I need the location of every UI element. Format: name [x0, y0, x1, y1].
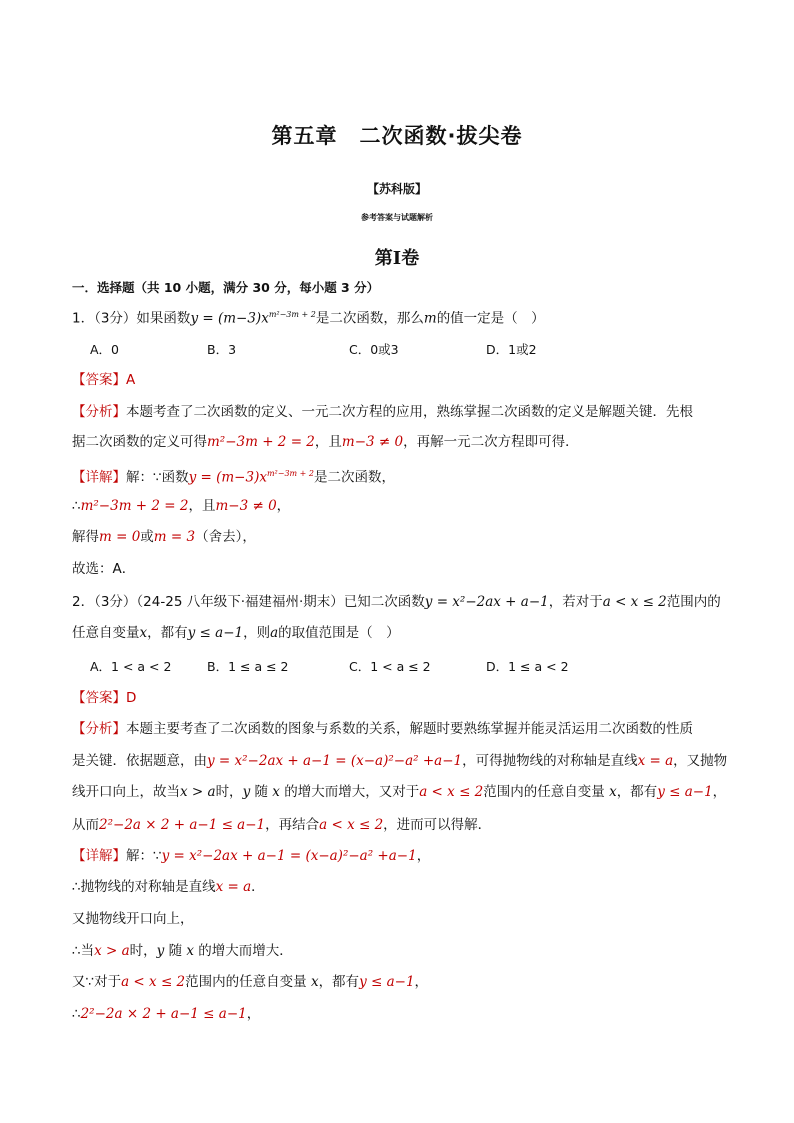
q2-detail-line-1: 【详解】解：∵y = x²−2ax + a−1 = (x−a)²−a² +a−1，	[72, 848, 431, 864]
page-title: 第五章 二次函数·拔尖卷	[271, 124, 523, 148]
q2-detail-line-4: ∴当x > a时，y 随 x 的增大而增大．	[72, 943, 293, 959]
q1-analysis-line-2: 据二次函数的定义可得m²−3m + 2 = 2，且m−3 ≠ 0，再解一元二次方程即可得．	[72, 434, 579, 450]
q2-detail-line-6: ∴2²−2a × 2 + a−1 ≤ a−1，	[72, 1006, 261, 1022]
q2-stem-line-2: 任意自变量x，都有y ≤ a−1，则a的取值范围是（ ）	[72, 625, 400, 641]
q1-detail-line-3: 解得m = 0或m = 3（舍去），	[72, 529, 256, 545]
q2-option-c: C．1 < a ≤ 2	[349, 659, 431, 674]
q1-answer: 【答案】A	[72, 372, 136, 388]
q1-option-c: C．0或3	[349, 342, 399, 357]
volume-heading: 第Ⅰ卷	[374, 248, 420, 269]
q2-detail-line-3: 又抛物线开口向上，	[72, 911, 194, 927]
q1-detail-line-2: ∴m²−3m + 2 = 2，且m−3 ≠ 0，	[72, 498, 291, 514]
section-heading: 一．选择题（共 10 小题，满分 30 分，每小题 3 分）	[72, 280, 380, 295]
edition-label: 【苏科版】	[366, 182, 427, 196]
q2-option-a: A．1 < a < 2	[90, 659, 172, 674]
q2-analysis-line-4: 从而2²−2a × 2 + a−1 ≤ a−1，再结合a < x ≤ 2，进而可以得解．	[72, 817, 492, 833]
q1-analysis-line-1: 【分析】本题考查了二次函数的定义、一元二次方程的应用，熟练掌握二次函数的定义是解题关键．先根	[72, 404, 693, 420]
q2-detail-line-5: 又∵对于a < x ≤ 2范围内的任意自变量 x，都有y ≤ a−1，	[72, 974, 429, 990]
q1-option-d: D．1或2	[486, 342, 537, 357]
q2-option-d: D．1 ≤ a < 2	[486, 659, 569, 674]
q2-option-b: B．1 ≤ a ≤ 2	[207, 659, 289, 674]
q2-answer: 【答案】D	[72, 690, 137, 706]
q1-detail-line-1: 【详解】解：∵函数$y = (m-3)x^{m^2-3m + 2}$是二次函数，	[72, 469, 396, 486]
q1-option-a: A．0	[90, 342, 120, 357]
q2-analysis-line-3: 线开口向上，故当x > a时，y 随 x 的增大而增大，又对于a < x ≤ 2范围内的任意自变量 x，都有y ≤ a−1，	[72, 784, 727, 800]
subtitle: 参考答案与试题解析	[361, 213, 433, 222]
q1-option-b: B．3	[207, 342, 237, 357]
q1-detail-line-4: 故选：A．	[72, 561, 136, 577]
q2-stem-line-1: 2．（3分）（24-25 八年级下·福建福州·期末）已知二次函数y = x²−2ax + a−1，若对于a < x ≤ 2范围内的	[72, 594, 721, 610]
q2-analysis-line-2: 是关键．依据题意，由y = x²−2ax + a−1 = (x−a)²−a² +a−1，可得抛物线的对称轴是直线x = a，又抛物	[72, 753, 728, 769]
q1-stem: 1．（3分）如果函数$y = (m-3)x^{m^2-3m + 2}$是二次函数，那么m的值一定是（ ）	[72, 310, 545, 327]
q2-detail-line-2: ∴抛物线的对称轴是直线x = a．	[72, 879, 265, 895]
q2-analysis-line-1: 【分析】本题主要考查了二次函数的图象与系数的关系，解题时要熟练掌握并能灵活运用二次函数的性质	[72, 721, 693, 737]
